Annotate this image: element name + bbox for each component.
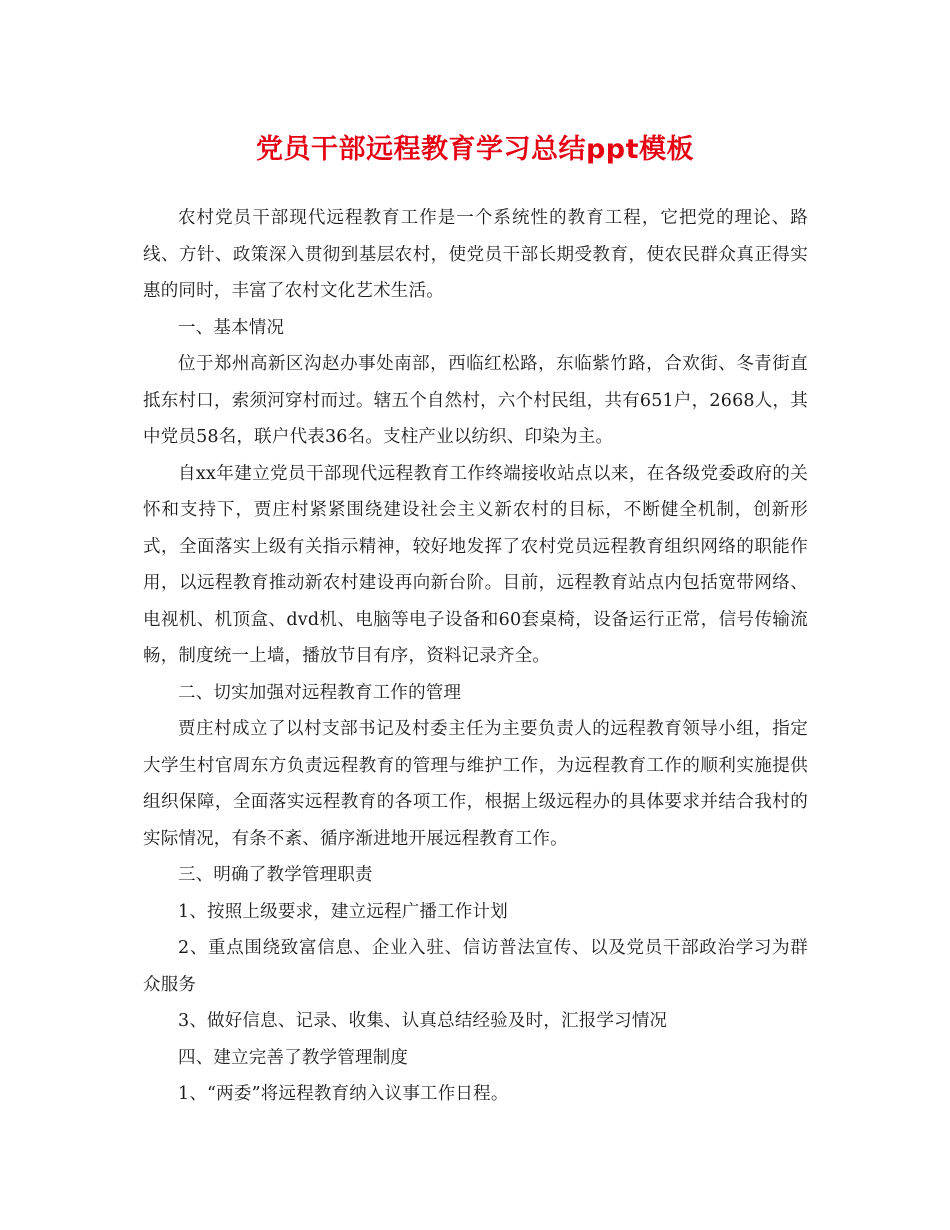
- list-item: 1、按照上级要求，建立远程广播工作计划: [178, 901, 508, 922]
- paragraph: 位于郑州高新区沟赵办事处南部，西临红松路，东临紫竹路，合欢街、冬青街直抵东村口，索须河穿村而过。辖五个自然村，六个村民组，共有651户，2668人，其中党员58名，联户代表36名。支柱产业以纺织、印染为主。: [143, 354, 808, 447]
- section-heading: 一、基本情况: [178, 317, 285, 338]
- paragraph: 自xx年建立党员干部现代远程教育工作终端接收站点以来，在各级党委政府的关怀和支持下，贾庄村紧紧围绕建设社会主义新农村的目标，不断健全机制，创新形式，全面落实上级有关指示精神，较好地发挥了农村党员远程教育组织网络的职能作用，以远程教育推动新农村建设再向新台阶。目前，远程教育站点内包括宽带网络、电视机、机顶盒、dvd机、电脑等电子设备和60套桌椅，设备运行正常，信号传输流畅，制度统一上墙，播放节目有序，资料记录齐全。: [143, 463, 808, 666]
- section-heading: 二、切实加强对远程教育工作的管理: [178, 682, 462, 703]
- section-heading: 四、建立完善了教学管理制度: [178, 1047, 409, 1068]
- paragraph: 贾庄村成立了以村支部书记及村委主任为主要负责人的远程教育领导小组，指定大学生村官周东方负责远程教育的管理与维护工作，为远程教育工作的顺利实施提供组织保障，全面落实远程教育的各项工作，根据上级远程办的具体要求并结合我村的实际情况，有条不紊、循序渐进地开展远程教育工作。: [143, 719, 808, 849]
- list-item: 2、重点围绕致富信息、企业入驻、信访普法宣传、以及党员干部政治学习为群众服务: [143, 938, 808, 995]
- paragraph: 农村党员干部现代远程教育工作是一个系统性的教育工程，它把党的理论、路线、方针、政策深入贯彻到基层农村，使党员干部长期受教育，使农民群众真正得实惠的同时，丰富了农村文化艺术生活。: [143, 208, 808, 301]
- list-item: 1、“两委”将远程教育纳入议事工作日程。: [178, 1084, 509, 1104]
- document-title: 党员干部远程教育学习总结ppt模板: [255, 134, 695, 165]
- list-item: 3、做好信息、记录、收集、认真总结经验及时，汇报学习情况: [178, 1011, 668, 1031]
- document-body: [143, 200, 808, 1113]
- section-heading: 三、明确了教学管理职责: [178, 865, 373, 885]
